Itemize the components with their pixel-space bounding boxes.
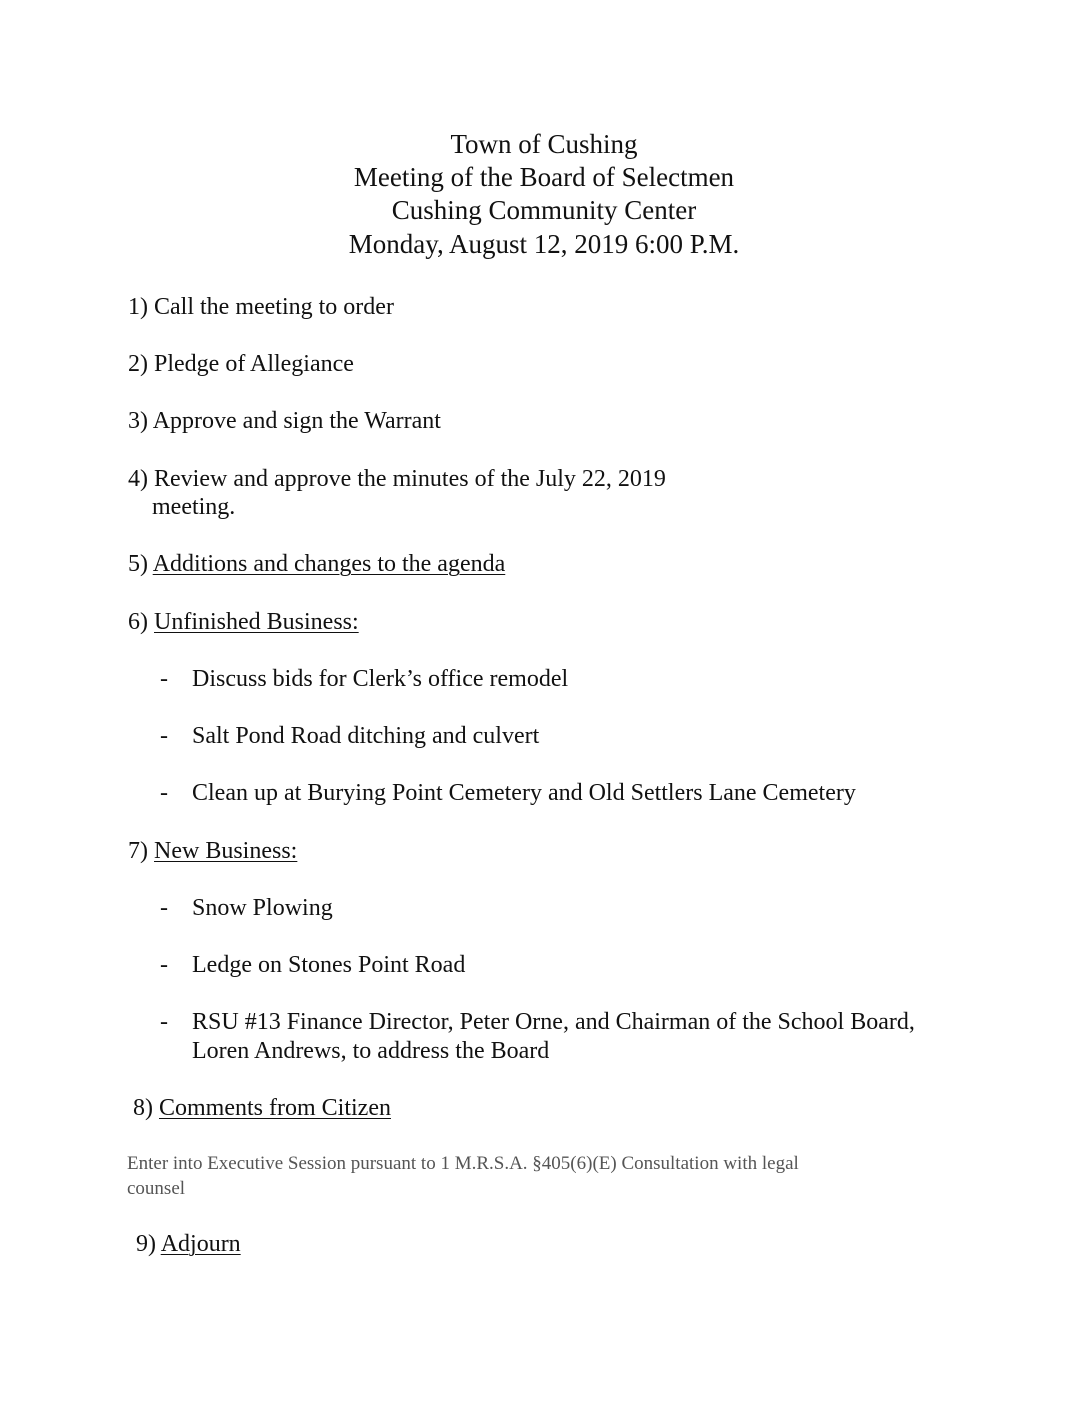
item-number: 7) xyxy=(128,838,148,864)
subitem-stones-point-road: Ledge on Stones Point Road xyxy=(192,952,466,978)
item-text: Additions and changes to the agenda xyxy=(152,551,506,577)
item-number: 6) xyxy=(128,609,148,635)
agenda-item-2 xyxy=(128,350,354,378)
bullet-dash: - xyxy=(160,780,168,806)
agenda-item-4-continued: meeting. xyxy=(152,494,236,520)
subitem-clerk-office-remodel: Discuss bids for Clerk’s office remodel xyxy=(192,666,569,692)
item-text: Unfinished Business: xyxy=(154,609,359,635)
bullet-dash: - xyxy=(160,1009,168,1035)
agenda-item-7 xyxy=(128,837,297,865)
item-text: Pledge of Allegiance xyxy=(154,351,354,377)
subitem-rsu13-finance-continued: Loren Andrews, to address the Board xyxy=(192,1038,550,1064)
meeting-title: Meeting of the Board of Selectmen xyxy=(353,162,735,192)
agenda-item-5 xyxy=(128,550,505,578)
agenda-item-9 xyxy=(136,1230,241,1258)
bullet-dash: - xyxy=(160,723,168,749)
item-number: 3) xyxy=(128,408,148,434)
bullet-dash: - xyxy=(160,666,168,692)
item-number: 9) xyxy=(136,1231,156,1257)
subitem-rsu13-finance: RSU #13 Finance Director, Peter Orne, and Chairman of the School Board, xyxy=(192,1009,915,1035)
item-text: Approve and sign the Warrant xyxy=(152,408,441,434)
executive-session-note: Enter into Executive Session pursuant to 1 M.R.S.A. §405(6)(E) Consultation with legal xyxy=(127,1153,799,1174)
executive-session-note-continued: counsel xyxy=(127,1178,186,1199)
bullet-dash: - xyxy=(160,952,168,978)
item-number: 2) xyxy=(128,351,148,377)
agenda-item-6 xyxy=(128,608,359,636)
bullet-dash: - xyxy=(160,895,168,921)
item-number: 8) xyxy=(133,1095,153,1121)
subitem-cemetery-cleanup: Clean up at Burying Point Cemetery and Old Settlers Lane Cemetery xyxy=(192,780,856,806)
meeting-location: Cushing Community Center xyxy=(391,195,697,225)
item-text: Review and approve the minutes of the July 22, 2019 xyxy=(154,466,666,492)
agenda-item-3 xyxy=(128,407,441,435)
subitem-salt-pond-road: Salt Pond Road ditching and culvert xyxy=(192,723,540,749)
subitem-snow-plowing: Snow Plowing xyxy=(192,895,333,921)
town-name: Town of Cushing xyxy=(450,129,638,159)
item-text: Call the meeting to order xyxy=(154,294,394,320)
item-number: 1) xyxy=(128,294,148,320)
item-text: New Business: xyxy=(154,838,298,864)
item-number: 4) xyxy=(128,466,148,492)
agenda-item-1 xyxy=(128,293,394,321)
meeting-date: Monday, August 12, 2019 6:00 P.M. xyxy=(348,229,740,259)
item-text: Comments from Citizen xyxy=(159,1095,391,1121)
agenda-item-8 xyxy=(133,1094,391,1122)
agenda-item-4 xyxy=(128,465,666,493)
item-number: 5) xyxy=(128,551,148,577)
item-text: Adjourn xyxy=(160,1231,241,1257)
